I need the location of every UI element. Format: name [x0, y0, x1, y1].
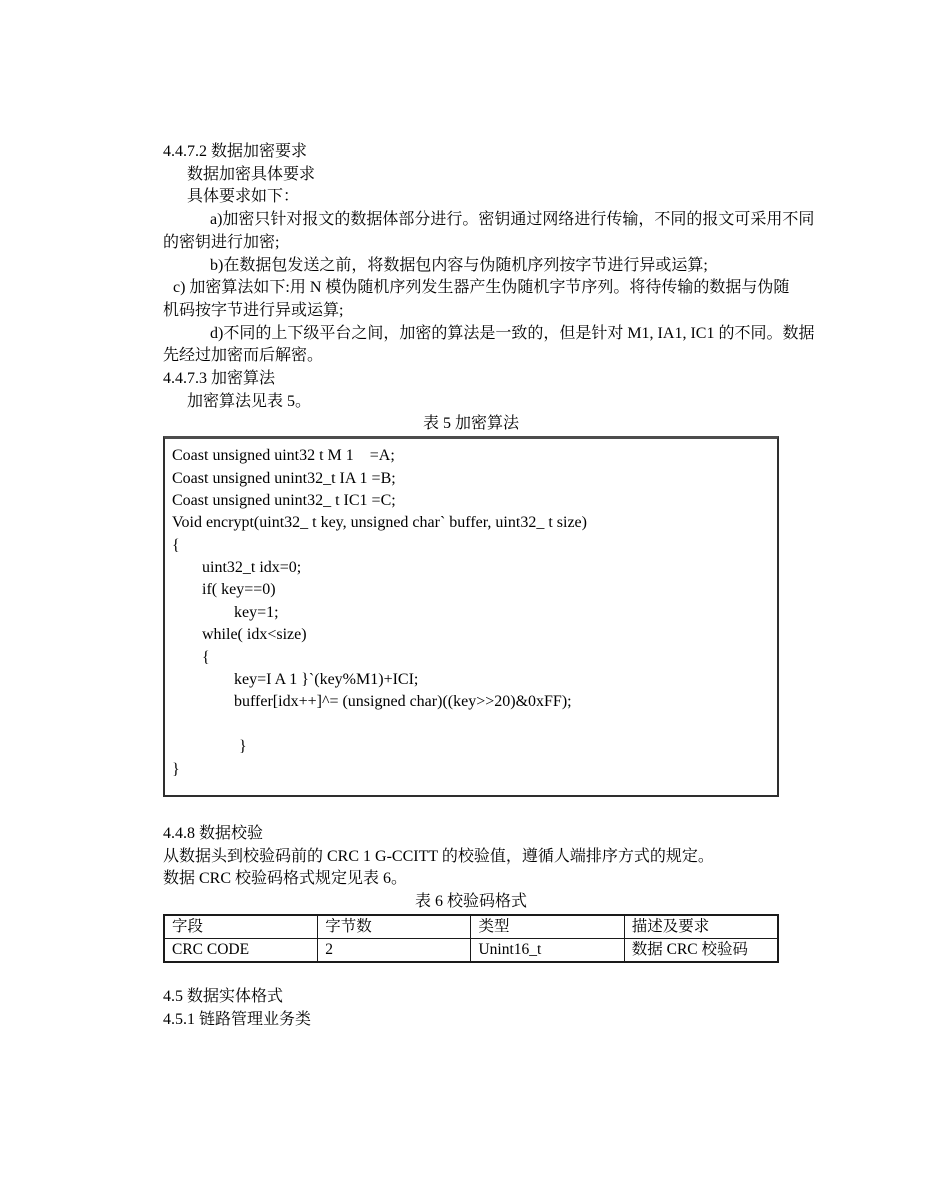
body-line-item-b: b)在数据包发送之前，将数据包内容与伪随机序列按字节进行异或运算; — [210, 256, 708, 274]
table-cell-type: Unint16_t — [471, 938, 624, 962]
column-header-field: 字段 — [164, 915, 318, 939]
section-data-check — [163, 823, 779, 891]
table-header-row — [164, 915, 778, 939]
code-line: if( key==0) — [202, 581, 276, 599]
body-line: 机码按字节进行异或运算; — [163, 301, 344, 319]
code-line: key=I A 1 }`(key%M1)+ICI; — [234, 671, 419, 689]
section-encryption-requirements — [163, 141, 815, 413]
code-line: while( idx<size) — [202, 626, 307, 644]
section-data-entity — [163, 986, 779, 1031]
column-header-bytes: 字节数 — [318, 915, 471, 939]
body-line: 数据加密具体要求 — [187, 165, 316, 183]
table-cell-bytes: 2 — [318, 938, 471, 962]
section-heading-4-4-7-3: 4.4.7.3 加密算法 — [163, 370, 276, 388]
code-line: buffer[idx++]^= (unsigned char)((key>>20)&0xFF); — [234, 693, 572, 711]
section-heading-4-5-1: 4.5.1 链路管理业务类 — [163, 1010, 312, 1028]
column-header-type: 类型 — [471, 915, 624, 939]
encryption-algorithm-code-block — [163, 436, 779, 797]
body-line-item-d: d)不同的上下级平台之间，加密的算法是一致的，但是针对 M1, IA1, IC1 的不同。数据 — [210, 324, 815, 342]
code-line: Coast unsigned unint32_ t IC1 =C; — [172, 491, 396, 509]
code-line: { — [172, 536, 180, 554]
column-header-description: 描述及要求 — [624, 915, 778, 939]
code-line: } — [239, 738, 247, 756]
body-line-item-c: c) 加密算法如下:用 N 模伪随机序列发生器产生伪随机字节序列。将待传输的数据与伪随 — [173, 279, 790, 297]
table5-caption: 表 5 加密算法 — [422, 415, 519, 433]
code-line: Coast unsigned unint32_t IA 1 =B; — [172, 469, 396, 487]
code-line: Coast unsigned uint32 t M 1 =A; — [172, 447, 395, 465]
code-line-blank — [172, 714, 769, 736]
body-line: 先经过加密而后解密。 — [163, 347, 324, 365]
body-line: 加密算法见表 5。 — [187, 392, 312, 410]
body-line: 具体要求如下： — [187, 188, 300, 206]
table-row — [164, 938, 778, 962]
body-line: 的密钥进行加密; — [163, 233, 280, 251]
body-line-item-a: a)加密只针对报文的数据体部分进行。密钥通过网络进行传输，不同的报文可采用不同 — [210, 211, 815, 229]
table-cell-field: CRC CODE — [164, 938, 318, 962]
code-line: { — [202, 648, 210, 666]
section-heading-4-4-8: 4.4.8 数据校验 — [163, 825, 264, 842]
code-line: } — [172, 760, 180, 778]
document-content — [163, 141, 815, 1031]
crc-format-table — [163, 914, 779, 963]
table-cell-description: 数据 CRC 校验码 — [624, 938, 778, 962]
body-line: 数据 CRC 校验码格式规定见表 6。 — [163, 870, 408, 888]
section-heading-4-4-7-2: 4.4.7.2 数据加密要求 — [163, 143, 308, 160]
table6-caption: 表 6 校验码格式 — [414, 893, 527, 911]
code-line: Void encrypt(uint32_ t key, unsigned char` buffer, uint32_ t size) — [172, 514, 587, 532]
code-line: uint32_t idx=0; — [202, 559, 302, 577]
body-line: 从数据头到校验码前的 CRC 1 G-CCITT 的校验值，遵循人端排序方式的规定。 — [163, 847, 714, 865]
code-line: key=1; — [234, 603, 279, 621]
section-heading-4-5: 4.5 数据实体格式 — [163, 987, 284, 1005]
